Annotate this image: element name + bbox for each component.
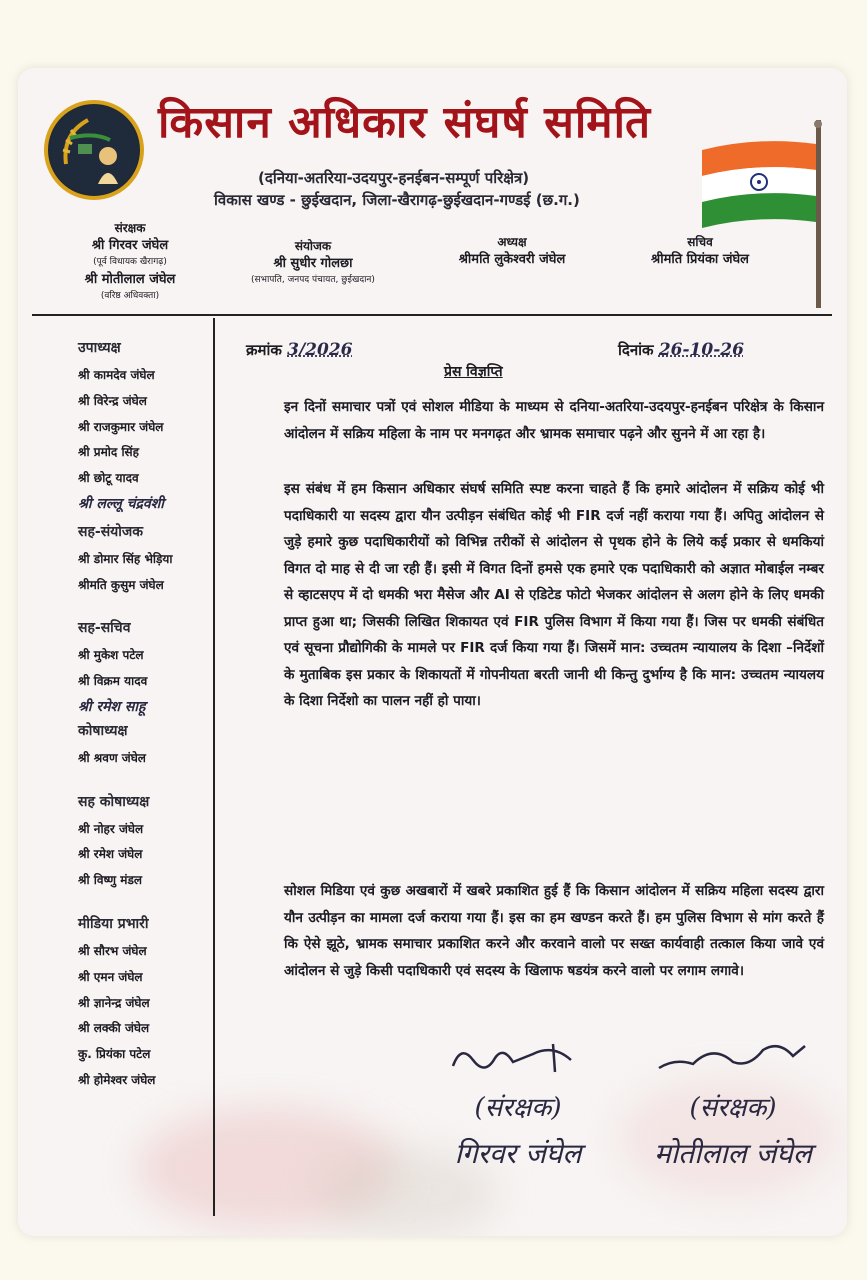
reference-number	[246, 340, 353, 360]
region-subtitle: (दनिया-अतरिया-उदयपुर-हनईबन-सम्पूर्ण परिक्षेत्र)	[258, 169, 530, 187]
patron-block	[60, 220, 200, 305]
address-subtitle: विकास खण्ड - छुईखदान, जिला-खैरागढ़-छुईखदान-गण्डई (छ.ग.)	[214, 191, 580, 209]
patron-note-1: (पूर्व विधायक खैरागढ़)	[93, 257, 167, 267]
treasurer-heading: कोषाध्यक्ष	[78, 722, 128, 739]
vice-president-heading: उपाध्यक्ष	[78, 340, 121, 356]
office-bearers-sidebar	[78, 338, 218, 1094]
convener-role: संयोजक	[294, 239, 332, 253]
sidebar-name: श्री लक्की जंघेल	[78, 1021, 150, 1036]
left-signature-block	[418, 1038, 618, 1172]
sidebar-name: श्री विष्णु मंडल	[78, 873, 143, 888]
sidebar-name: श्री विक्रम यादव	[78, 674, 148, 689]
co-secretary-heading: सह-सचिव	[78, 620, 131, 637]
sidebar-name: श्री कामदेव जंघेल	[78, 368, 155, 382]
left-signature-role: (संरक्षक)	[474, 1093, 562, 1123]
right-signature-name: मोतीलाल जंघेल	[654, 1137, 812, 1170]
sidebar-name: श्री प्रमोद सिंह	[78, 445, 140, 460]
organization-logo-icon	[44, 100, 144, 200]
reference-value: 3/2026	[287, 340, 353, 360]
president-name: श्रीमति लुकेश्वरी जंघेल	[458, 252, 566, 267]
secretary-role: सचिव	[687, 235, 713, 249]
patron-note-2: (वरिष्ठ अधिवक्ता)	[100, 291, 160, 301]
date-value: 26-10-26	[658, 340, 744, 360]
sidebar-name: श्री विरेन्द्र जंघेल	[78, 393, 147, 408]
paragraph-2: इस संबंध में हम किसान अधिकार संघर्ष समिति स्पष्ट करना चाहते हैं कि हमारे आंदोलन में सक्रिय कोई भी पदाधिकारी या सदस्य द्वारा यौन उत्पीड़न संबंधित कोई भी FIR दर्ज नहीं कराया गया हैं। अपितु आंदोलन से जुड़े हमारे कुछ पदाधिकारीयों को विभिन्न तरीकों से आंदोलन से पृथक होने के लिये कई प्रकार से धमकियां विगत दो माह से दी जा रही हैं। इसी में विगत दिनों हमसे एक हमारे एक पदाधिकारी को अज्ञात मोबाईल नम्बर से व्हाटसएप में दो धमकी भरा मैसेज और AI से एडिटेड फोटो भेजकर आंदोलन से अलग होने के लिए धमकी प्राप्त हुआ था; जिसकी लिखित शिकायत एवं FIR पुलिस विभाग में किया गया हैं। जिस पर धमकी संबंधित एवं सूचना प्रौद्योगिकी के मामले पर FIR दर्ज किया गया हैं। जिसमें मान: उच्चतम न्यायालय के दिशा –निर्देशों के मुताबिक इस प्रकार के शिकायतों में गोपनीयता बरती जानी थी किन्तु दुर्भाग्य है कि मान: उच्चतम न्यायलय के दिशा निर्देशो का पालन नहीं हो पाया।	[284, 481, 824, 709]
sidebar-name: श्री होमेश्वर जंघेल	[78, 1072, 156, 1087]
secretary-name: श्रीमति प्रियंका जंघेल	[651, 252, 749, 267]
sidebar-name: श्री श्रवण जंघेल	[78, 750, 146, 765]
sidebar-name: श्री डोमार सिंह भेड़िया	[78, 551, 173, 566]
sidebar-name: श्री राजकुमार जंघेल	[78, 419, 164, 434]
right-signature-role: (संरक्षक)	[689, 1093, 777, 1123]
handwritten-signature-icon	[443, 1038, 593, 1078]
patron-role: संरक्षक	[114, 221, 146, 235]
patron-name-2: श्री मोतीलाल जंघेल	[84, 272, 176, 287]
convener-note: (सभापति, जनपद पंचायत, छुईखदान)	[251, 275, 375, 285]
handwritten-signature-icon	[653, 1038, 813, 1078]
press-release-title: प्रेस विज्ञप्ति	[444, 364, 503, 380]
sidebar-name: श्री मुकेश पटेल	[78, 648, 144, 663]
sidebar-name: श्री छोटू यादव	[78, 471, 139, 486]
paragraph-3: सोशल मिडिया एवं कुछ अखबारों में खबरे प्रकाशित हुई हैं कि किसान आंदोलन में सक्रिय महिला सदस्य द्वारा यौन उत्पीड़न का मामला दर्ज कराया गया हैं। इस का हम खण्डन करते हैं। हम पुलिस विभाग से मांग करते हैं कि ऐसे झूठे, भ्रामक समाचार प्रकाशित करने और करवाने वालो पर सख्त कार्यवाही तत्काल किया जावे एवं आंदोलन से जुड़े किसी पदाधिकारी एवं सदस्य के खिलाफ षडयंत्र करने वालो पर लगाम लगावे।	[284, 883, 824, 979]
secretary-block	[610, 234, 790, 268]
letter-date	[618, 340, 744, 360]
president-role: अध्यक्ष	[497, 235, 527, 249]
convener-name: श्री सुधीर गोलछा	[273, 256, 353, 271]
header-divider	[32, 314, 832, 316]
sidebar-name: श्री सौरभ जंघेल	[78, 943, 147, 958]
patron-name-1: श्री गिरवर जंघेल	[91, 238, 169, 253]
convener-block	[208, 238, 418, 289]
date-label: दिनांक	[618, 341, 654, 359]
paragraph-1: इन दिनों समाचार पत्रों एवं सोशल मीडिया के माध्यम से दनिया-अतरिया-उदयपुर-हनईबन परिक्षेत्र के किसान आंदोलन में सक्रिय महिला के नाम पर मनगढ़त और भ्रामक समाचार पढ़ने और सुनने में आ रहा है।	[284, 399, 824, 442]
indian-flag-icon	[698, 120, 826, 308]
sidebar-name: श्री नोहर जंघेल	[78, 821, 144, 836]
sidebar-name: श्री ज्ञानेन्द्र जंघेल	[78, 995, 150, 1010]
left-signature-name: गिरवर जंघेल	[454, 1137, 582, 1170]
sidebar-name: श्री एमन जंघेल	[78, 969, 143, 984]
letterhead-page	[18, 68, 847, 1236]
media-heading: मीडिया प्रभारी	[78, 915, 149, 932]
reference-label: क्रमांक	[246, 341, 282, 359]
organization-name: किसान अधिकार संघर्ष समिति	[158, 97, 652, 148]
president-block	[422, 234, 602, 268]
co-convener-heading: सह-संयोजक	[78, 523, 144, 540]
handwritten-name: श्री रमेश साहू	[78, 698, 146, 715]
sidebar-name: कु. प्रियंका पटेल	[78, 1047, 151, 1062]
sidebar-name: श्रीमति कुसुम जंघेल	[78, 577, 164, 592]
co-treasurer-heading: सह कोषाध्यक्ष	[78, 793, 150, 810]
right-signature-block	[628, 1038, 838, 1172]
sidebar-name: श्री रमेश जंघेल	[78, 847, 143, 862]
handwritten-name: श्री लल्लू चंद्रवंशी	[78, 495, 164, 512]
